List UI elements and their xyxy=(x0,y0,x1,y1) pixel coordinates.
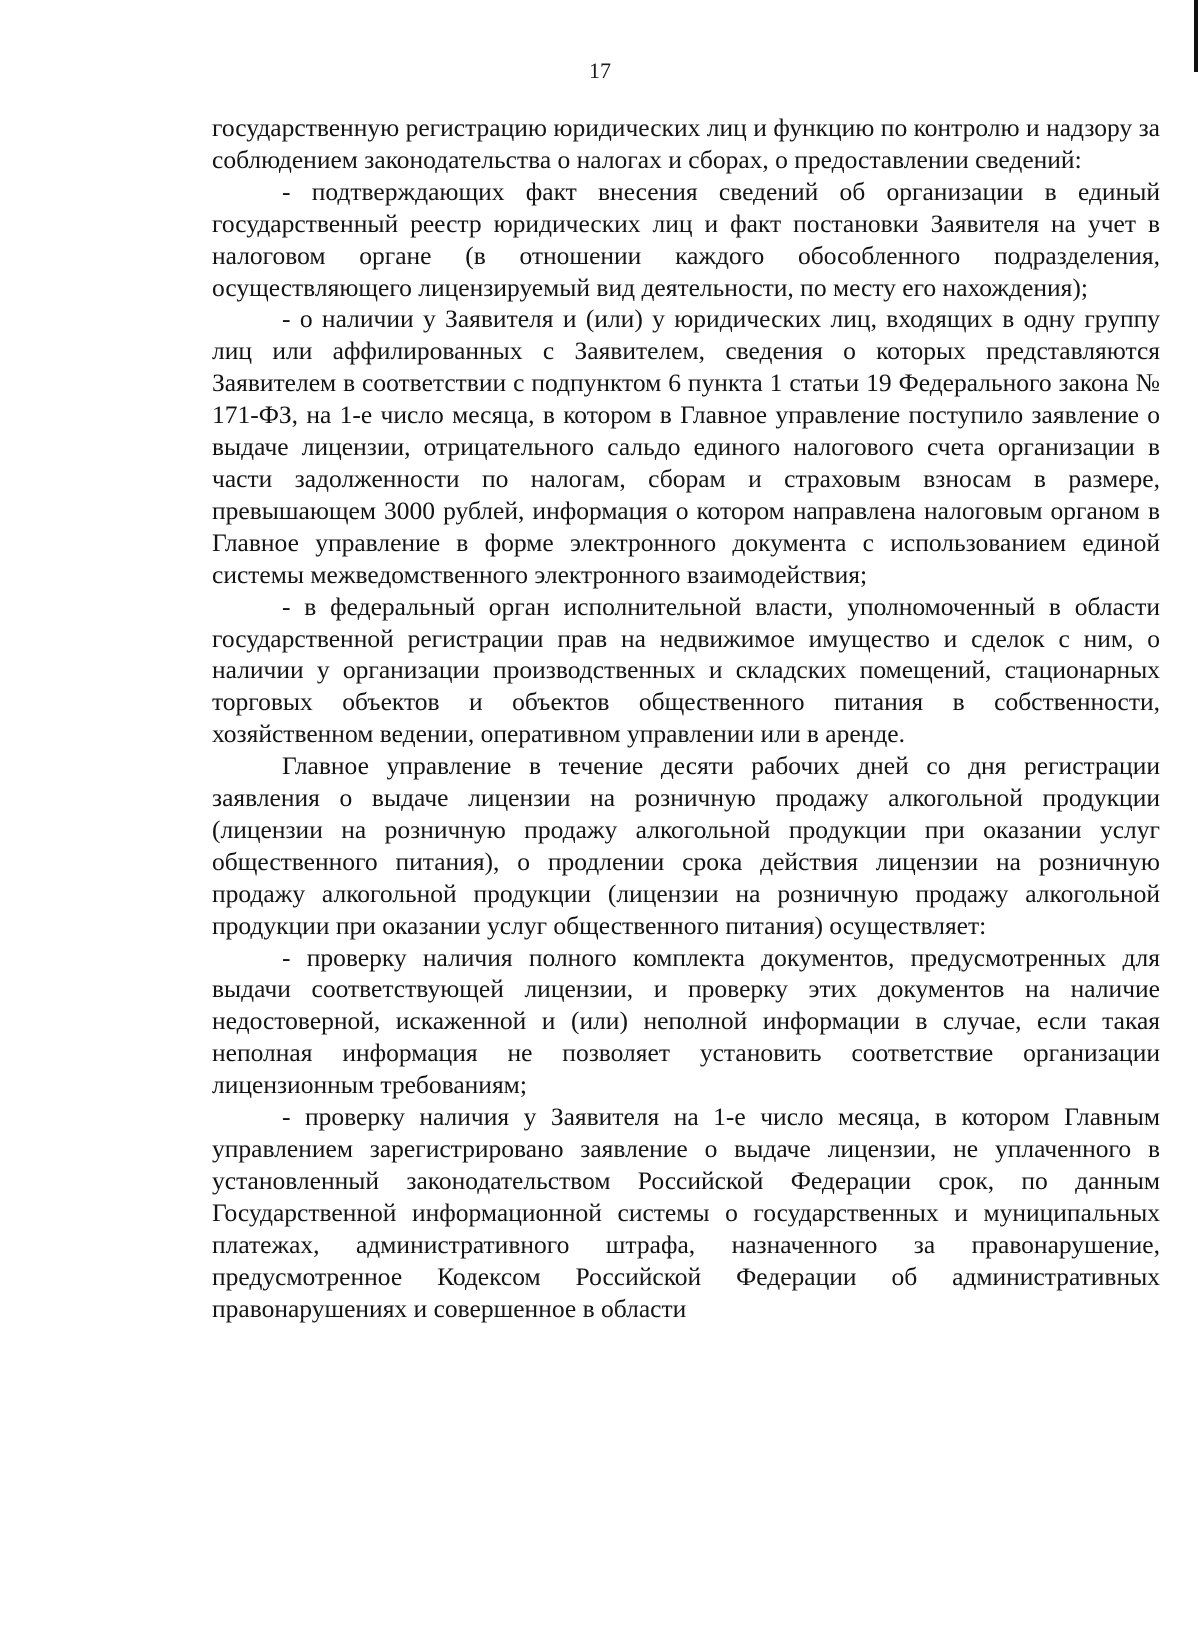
document-body xyxy=(212,112,1160,1324)
paragraph-property-rights: - в федеральный орган исполнительной власти, уполномоченный в области государственной регистрации прав на недвижимое имущество и сделок с ним, о наличии у организации производственных и складских помещений, стационарных торговых объектов и объектов общественного питания в собственности, хозяйственном ведении, оперативном управлении или в аренде. xyxy=(212,591,1160,749)
paragraph-main-directorate: Главное управление в течение десяти рабочих дней со дня регистрации заявления о выдаче лицензии на розничную продажу алкогольной продукции (лицензии на розничную продажу алкогольной продукции при оказании услуг общественного питания), о продлении срока действия лицензии на розничную продажу алкогольной продукции (лицензии на розничную продажу алкогольной продукции при оказании услуг общественного питания) осуществляет: xyxy=(212,751,1160,940)
page-number: 17 xyxy=(589,58,611,83)
paragraph-continuation: государственную регистрацию юридических лиц и функцию по контролю и надзору за соблюдением законодательства о налогах и сборах, о предоставлении сведений: xyxy=(212,113,1160,174)
paragraph-document-check: - проверку наличия полного комплекта документов, предусмотренных для выдачи соответствующей лицензии, и проверку этих документов на наличие недостоверной, искаженной и (или) неполной информации в случае, если такая неполная информация не позволяет установить соответствие организации лицензионным требованиям; xyxy=(212,942,1160,1100)
paragraph-fine-check: - проверку наличия у Заявителя на 1-е число месяца, в котором Главным управлением зарегистрировано заявление о выдаче лицензии, не уплаченного в установленный законодательством Российской Федерации срок, по данным Государственной информационной системы о государственных и муниципальных платежах, административного штрафа, назначенного за правонарушение, предусмотренное Кодексом Российской Федерации об административных правонарушениях и совершенное в области xyxy=(212,1102,1160,1323)
paragraph-registry-facts: - подтверждающих факт внесения сведений об организации в единый государственный реестр юридических лиц и факт постановки Заявителя на учет в налоговом органе (в отношении каждого обособленного подразделения, осуществляющего лицензируемый вид деятельности, по месту его нахождения); xyxy=(212,176,1160,302)
paragraph-tax-balance: - о наличии у Заявителя и (или) у юридических лиц, входящих в одну группу лиц или аффилированных с Заявителем, сведения о которых представляются Заявителем в соответствии с подпунктом 6 пункта 1 статьи 19 Федерального закона № 171-ФЗ, на 1-е число месяца, в котором в Главное управление поступило заявление о выдаче лицензии, отрицательного сальдо единого налогового счета организации в части задолженности по налогам, сборам и страховым взносам в размере, превышающем 3000 рублей, информация о котором направлена налоговым органом в Главное управление в форме электронного документа с использованием единой системы межведомственного электронного взаимодействия; xyxy=(212,304,1160,589)
